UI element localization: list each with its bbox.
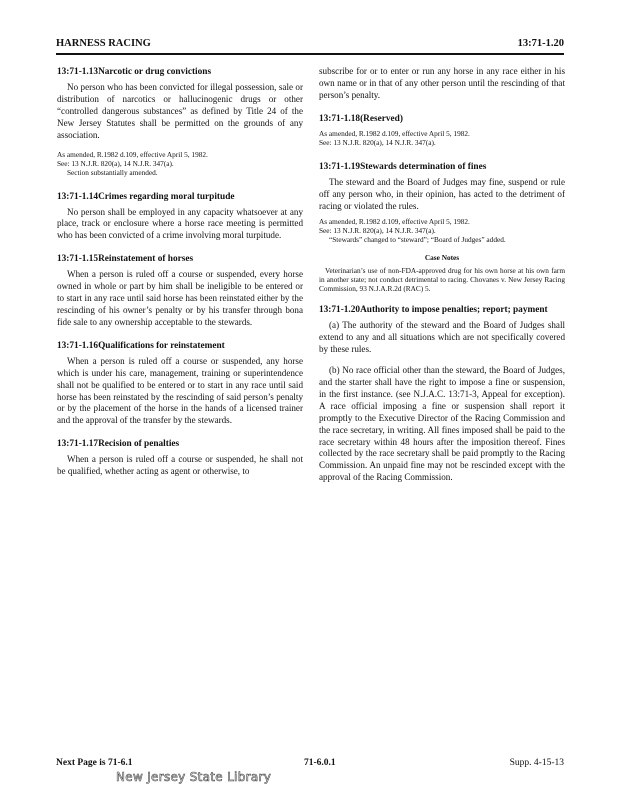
section-1-14 <box>57 191 303 243</box>
case-notes-heading: Case Notes <box>424 253 460 263</box>
left-column <box>57 66 303 489</box>
section-title: (Reserved) <box>360 113 403 124</box>
section-number: 13:71-1.14 <box>57 191 99 202</box>
case-notes-text: Veterinarian’s use of non-FDA-approved drug for his own horse at his own farm in another state; not conduct detrimental to racing. Chovanes v. New Jersey Racing Commission, 93 N.J.A.R.2d (RAC) 5. <box>319 266 565 294</box>
section-heading <box>57 66 303 78</box>
page-number: 71-6.0.1 <box>304 758 336 768</box>
library-stamp: New Jersey State Library <box>116 770 272 784</box>
section-title: Reinstatement of horses <box>98 254 194 265</box>
section-1-20 <box>319 304 565 484</box>
section-number: 13:71-1.13 <box>57 67 99 77</box>
section-heading <box>57 438 303 450</box>
header-chapter-title: HARNESS RACING <box>56 38 151 49</box>
section-text: No person shall be employed in any capacity whatsoever at any place, track or enclosure where a horse race meeting is permitted who has been convicted of a crime involving moral turpitude. <box>57 206 303 241</box>
section-heading <box>57 340 303 352</box>
section-1-15 <box>57 253 303 329</box>
header-section-range: 13:71-1.20 <box>517 38 564 49</box>
section-text: When a person is ruled off a course or suspended, every horse owned in whole or part by him shall be ineligible to be entered or to start in any race until said horse has been reinstated either by the rescinding of his owner’s penalty or by his transfer through bona fide sale to any ownership acceptable to the stewards. <box>57 269 303 327</box>
section-1-18 <box>319 113 565 147</box>
section-number: 13:71-1.19 <box>319 161 361 172</box>
section-text: No person who has been convicted for illegal possession, sale or distribution of narcotics or hallucinogenic drugs or other “controlled dangerous substances” as defined by Title 24 of the New Jersey Statutes shall be permitted on the grounds of any association. <box>57 82 303 140</box>
section-text: The steward and the Board of Judges may fine, suspend or rule off any person who, in their opinion, has acted to the detriment of racing or violated the rules. <box>319 176 565 211</box>
section-number: 13:71-1.18 <box>319 113 361 124</box>
section-heading <box>57 253 303 265</box>
header-rule <box>56 53 564 55</box>
section-title: Authority to impose penalties; report; payment <box>360 305 548 316</box>
section-heading <box>57 191 303 203</box>
section-1-19 <box>319 161 565 294</box>
section-heading <box>319 304 565 316</box>
section-number: 13:71-1.17 <box>57 439 99 450</box>
section-title: Crimes regarding moral turpitude <box>98 191 235 202</box>
history-note: Section substantially amended. <box>67 167 158 177</box>
history-note: As amended, R.1982 d.109, effective April 5, 1982. <box>57 149 208 159</box>
section-1-13 <box>57 66 303 177</box>
section-text: (b) No race official other than the steward, the Board of Judges, and the starter shall have the right to impose a fine or suspension, in the first instance. (see N.J.A.C. 13:71-3, Appeal for exception). A race official imposing a fine or suspension shall report it promptly to the Executive Director of the Racing Commission and the race secretary, in writing. All fines imposed shall be paid to the race secretary within 48 hours after the imposition thereof. Fines collected by the race secretary shall be paid promptly to the Racing Commission. An unpaid fine may not be rescinded except with the approval of the Racing Commission. <box>319 365 565 483</box>
section-number: 13:71-1.15 <box>57 254 99 265</box>
next-page-note: Next Page is 71-6.1 <box>56 758 133 768</box>
history-note: As amended, R.1982 d.109, effective April 5, 1982. <box>319 217 470 227</box>
section-title: Narcotic or drug convictions <box>98 67 212 77</box>
right-column <box>319 66 565 495</box>
history-note: As amended, R.1982 d.109, effective April 5, 1982. <box>319 128 470 138</box>
section-text: When a person is ruled off a course or suspended, any horse which is under his care, management, training or superintendence shall not be qualified to be entered or to start in any race until said horse has been reinstated by the rescinding of said person’s penalty or by the placement of the horse in the hands of a licensed trainer and the approval of the transfer by the stewards. <box>57 355 303 426</box>
history-note: See: 13 N.J.R. 820(a), 14 N.J.R. 347(a). <box>319 137 436 147</box>
section-heading <box>319 161 565 173</box>
section-heading <box>319 113 565 125</box>
running-header <box>56 38 564 54</box>
section-1-17 <box>57 438 303 478</box>
section-number: 13:71-1.20 <box>319 305 361 316</box>
section-number: 13:71-1.16 <box>57 340 99 351</box>
section-text: When a person is ruled off a course or suspended, he shall not be qualified, whether acting as agent or otherwise, to <box>57 454 303 477</box>
section-title: Stewards determination of fines <box>360 161 487 172</box>
supplement-date: Supp. 4-15-13 <box>509 758 564 768</box>
history-note: “Stewards” changed to “steward”; “Board of Judges” added. <box>329 235 506 245</box>
history-note: See: 13 N.J.R. 820(a), 14 N.J.R. 347(a). <box>57 158 174 168</box>
section-1-16 <box>57 340 303 427</box>
section-text: (a) The authority of the steward and the Board of Judges shall extend to any and all situations which are not specifically covered by these rules. <box>319 320 565 355</box>
section-title: Qualifications for reinstatement <box>98 340 225 351</box>
section-title: Recision of penalties <box>98 439 180 450</box>
history-note: See: 13 N.J.R. 820(a), 14 N.J.R. 347(a). <box>319 226 436 236</box>
continued-text: subscribe for or to enter or run any horse in any race either in his own name or in that of any other person until the rescinding of that person’s penalty. <box>319 66 565 100</box>
